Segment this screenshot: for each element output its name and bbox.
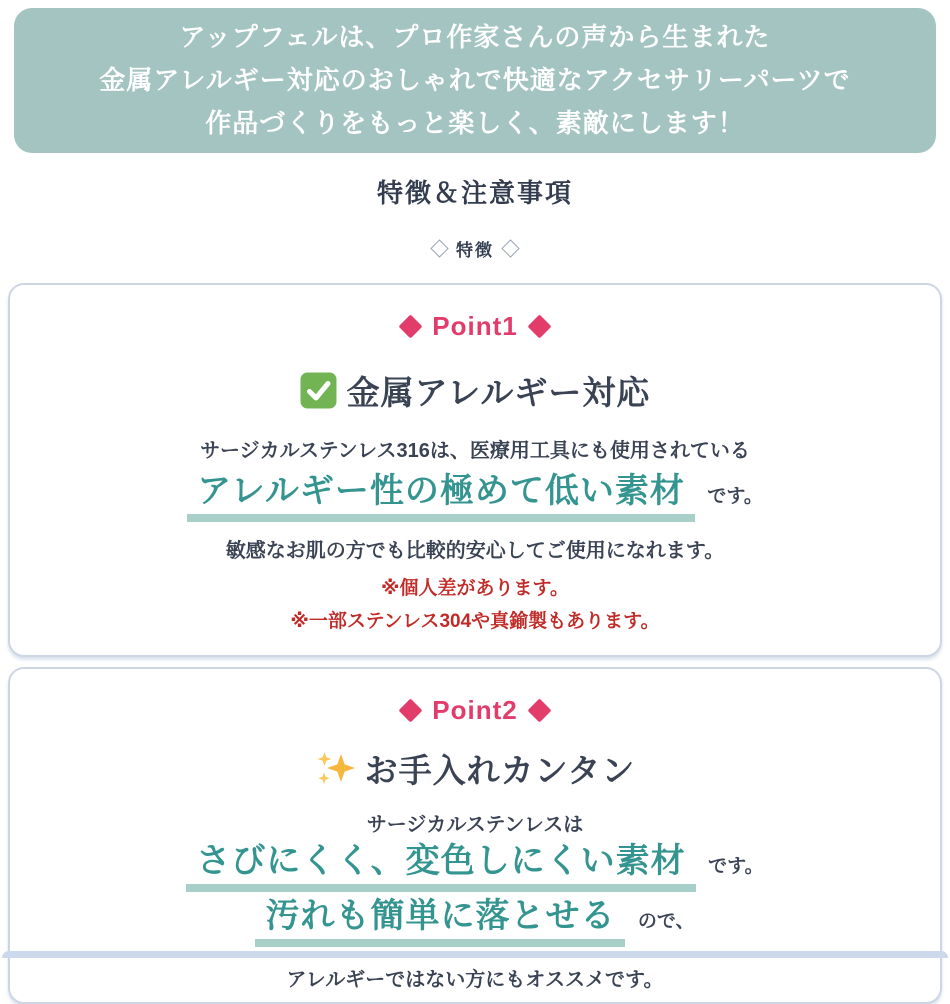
point1-heading-text: 金属アレルギー対応 (346, 374, 651, 411)
point2-label: Point2 (432, 694, 518, 725)
point1-highlight-row (30, 471, 920, 524)
point1-heading (30, 367, 920, 414)
point2-highlight-suffix: ので、 (637, 911, 695, 932)
check-mark-icon (300, 372, 337, 409)
diamond-icon (399, 314, 423, 338)
point2-highlight-text: さびにくく、変色しにくい素材 (186, 841, 695, 892)
point2-heading (30, 745, 920, 792)
intro-banner (14, 8, 936, 153)
sparkles-icon (315, 749, 355, 789)
point1-card (8, 283, 942, 657)
outline-diamond-icon (501, 239, 519, 257)
point2-header (30, 695, 920, 725)
section-subtitle (0, 236, 950, 261)
point1-note: ※個人差があります。 (381, 578, 569, 599)
next-card-top-edge (2, 951, 948, 958)
point1-label: Point1 (432, 310, 518, 341)
page-title: 特徴＆注意事項 (376, 178, 573, 208)
point1-highlight-text: アレルギー性の極めて低い素材 (187, 471, 695, 522)
point2-highlight-text: 汚れも簡単に落とせる (255, 896, 625, 947)
diamond-icon (527, 698, 551, 722)
banner-line: 作品づくりをもっと楽しく、素敵にします！ (205, 108, 745, 138)
section-subtitle-label: 特徴 (456, 241, 494, 260)
outline-diamond-icon (430, 239, 448, 257)
point2-closing-line: アレルギーではない方にもオススメです。 (286, 969, 664, 991)
banner-line: 金属アレルギー対応のおしゃれで快適なアクセサリーパーツで (99, 65, 851, 95)
point2-highlight-row-2 (30, 896, 920, 949)
point2-highlight-row-1 (30, 841, 920, 894)
point1-body-line: サージカルステンレス316は、医療用工具にも使用されている (200, 440, 750, 462)
diamond-icon (399, 698, 423, 722)
point2-highlight-suffix: です。 (708, 856, 764, 877)
point1-body-line: 敏感なお肌の方でも比較的安心してご使用になれます。 (225, 540, 725, 562)
diamond-icon (527, 314, 551, 338)
point1-note: ※一部ステンレス304や真鍮製もあります。 (290, 611, 660, 632)
banner-line: アップフェルは、プロ作家さんの声から生まれた (179, 22, 771, 52)
product-description-page (0, 8, 950, 991)
point1-highlight-suffix: です。 (707, 486, 763, 507)
point2-heading-text: お手入れカンタン (364, 752, 636, 789)
point1-header (30, 311, 920, 341)
point2-body-line: サージカルステンレスは (366, 814, 584, 836)
